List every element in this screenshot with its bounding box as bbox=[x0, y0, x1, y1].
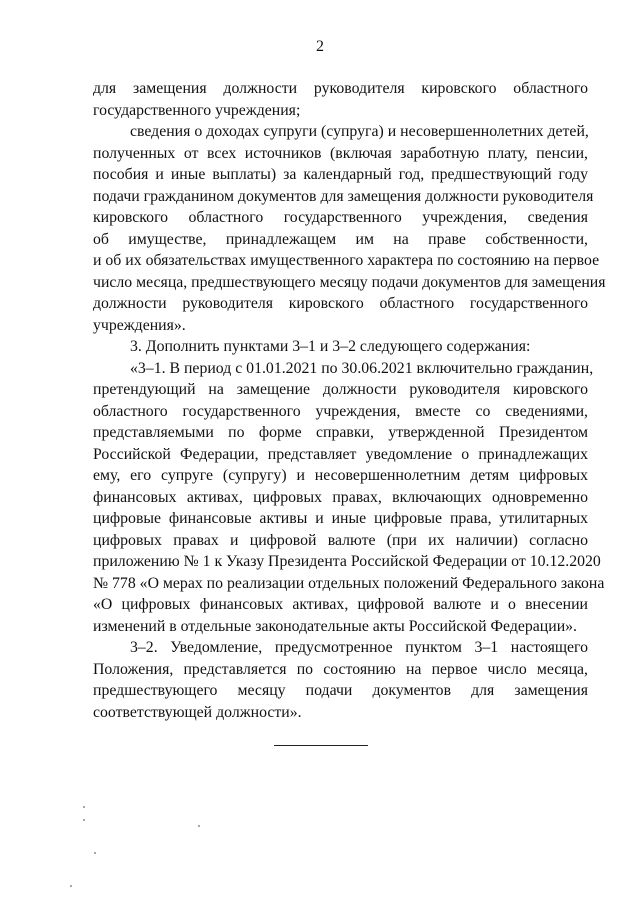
scan-speck bbox=[70, 885, 72, 887]
scan-speck bbox=[83, 819, 85, 821]
text-line: областного государственного учреждения, вместе со сведениями, bbox=[93, 402, 588, 420]
text-line: Российской Федерации, представляет уведомление о принадлежащих bbox=[93, 445, 588, 463]
text-line: представляемыми по форме справки, утвержденной Президентом bbox=[93, 424, 588, 441]
scan-speck bbox=[83, 806, 85, 808]
text-line: число месяца, предшествующего месяцу подачи документов для замещения bbox=[93, 273, 606, 291]
text-line: сведения о доходах супруги (супруга) и несовершеннолетних детей, bbox=[130, 123, 589, 140]
text-line: для замещения должности руководителя кировского областного bbox=[93, 80, 588, 97]
text-line: изменений в отдельные законодательные акты Российской Федерации». bbox=[93, 617, 577, 635]
text-line: должности руководителя кировского областного государственного bbox=[93, 295, 588, 312]
text-line: соответствующей должности». bbox=[93, 703, 302, 721]
text-line: 3. Дополнить пунктами 3–1 и 3–2 следующего содержания: bbox=[130, 338, 531, 355]
text-line: «О цифровых финансовых активах, цифровой валюте и о внесении bbox=[93, 596, 588, 613]
text-line: об имуществе, принадлежащем им на праве собственности, bbox=[93, 230, 588, 248]
page-number: 2 bbox=[316, 38, 324, 55]
text-line: учреждения». bbox=[93, 316, 186, 334]
text-line: и об их обязательствах имущественного характера по состоянию на первое bbox=[93, 252, 600, 269]
end-separator-line bbox=[274, 745, 368, 746]
text-line: претендующий на замещение должности руководителя кировского bbox=[93, 381, 588, 398]
scan-speck bbox=[94, 852, 96, 854]
text-line: Положения, представляется по состоянию на первое число месяца, bbox=[93, 660, 588, 678]
document-body bbox=[93, 78, 606, 723]
scan-speck bbox=[198, 825, 200, 827]
text-line: предшествующего месяцу подачи документов для замещения bbox=[93, 682, 588, 699]
text-line: финансовых активах, цифровых правах, включающих одновременно bbox=[93, 488, 588, 506]
text-line: № 778 «О мерах по реализации отдельных положений Федерального закона bbox=[93, 574, 605, 592]
text-line: цифровых правах и цифровой валюте (при их наличии) согласно bbox=[93, 531, 588, 549]
text-line: государственного учреждения; bbox=[93, 101, 301, 119]
text-line: ему, его супруге (супругу) и несовершеннолетним детям цифровых bbox=[93, 467, 588, 484]
text-line: полученных от всех источников (включая заработную плату, пенсии, bbox=[93, 144, 588, 162]
text-line: «3–1. В период с 01.01.2021 по 30.06.2021 включительно гражданин, bbox=[130, 359, 594, 377]
text-line: 3–2. Уведомление, предусмотренное пунктом 3–1 настоящего bbox=[130, 639, 588, 656]
text-line: приложению № 1 к Указу Президента Российской Федерации от 10.12.2020 bbox=[93, 553, 601, 570]
text-line: подачи гражданином документов для замещения должности руководителя bbox=[93, 187, 594, 205]
text-line: кировского областного государственного учреждения, сведения bbox=[93, 209, 588, 226]
text-line: цифровые финансовые активы и иные цифровые права, утилитарных bbox=[93, 510, 588, 527]
text-line: пособия и иные выплаты) за календарный год, предшествующий году bbox=[93, 166, 588, 183]
